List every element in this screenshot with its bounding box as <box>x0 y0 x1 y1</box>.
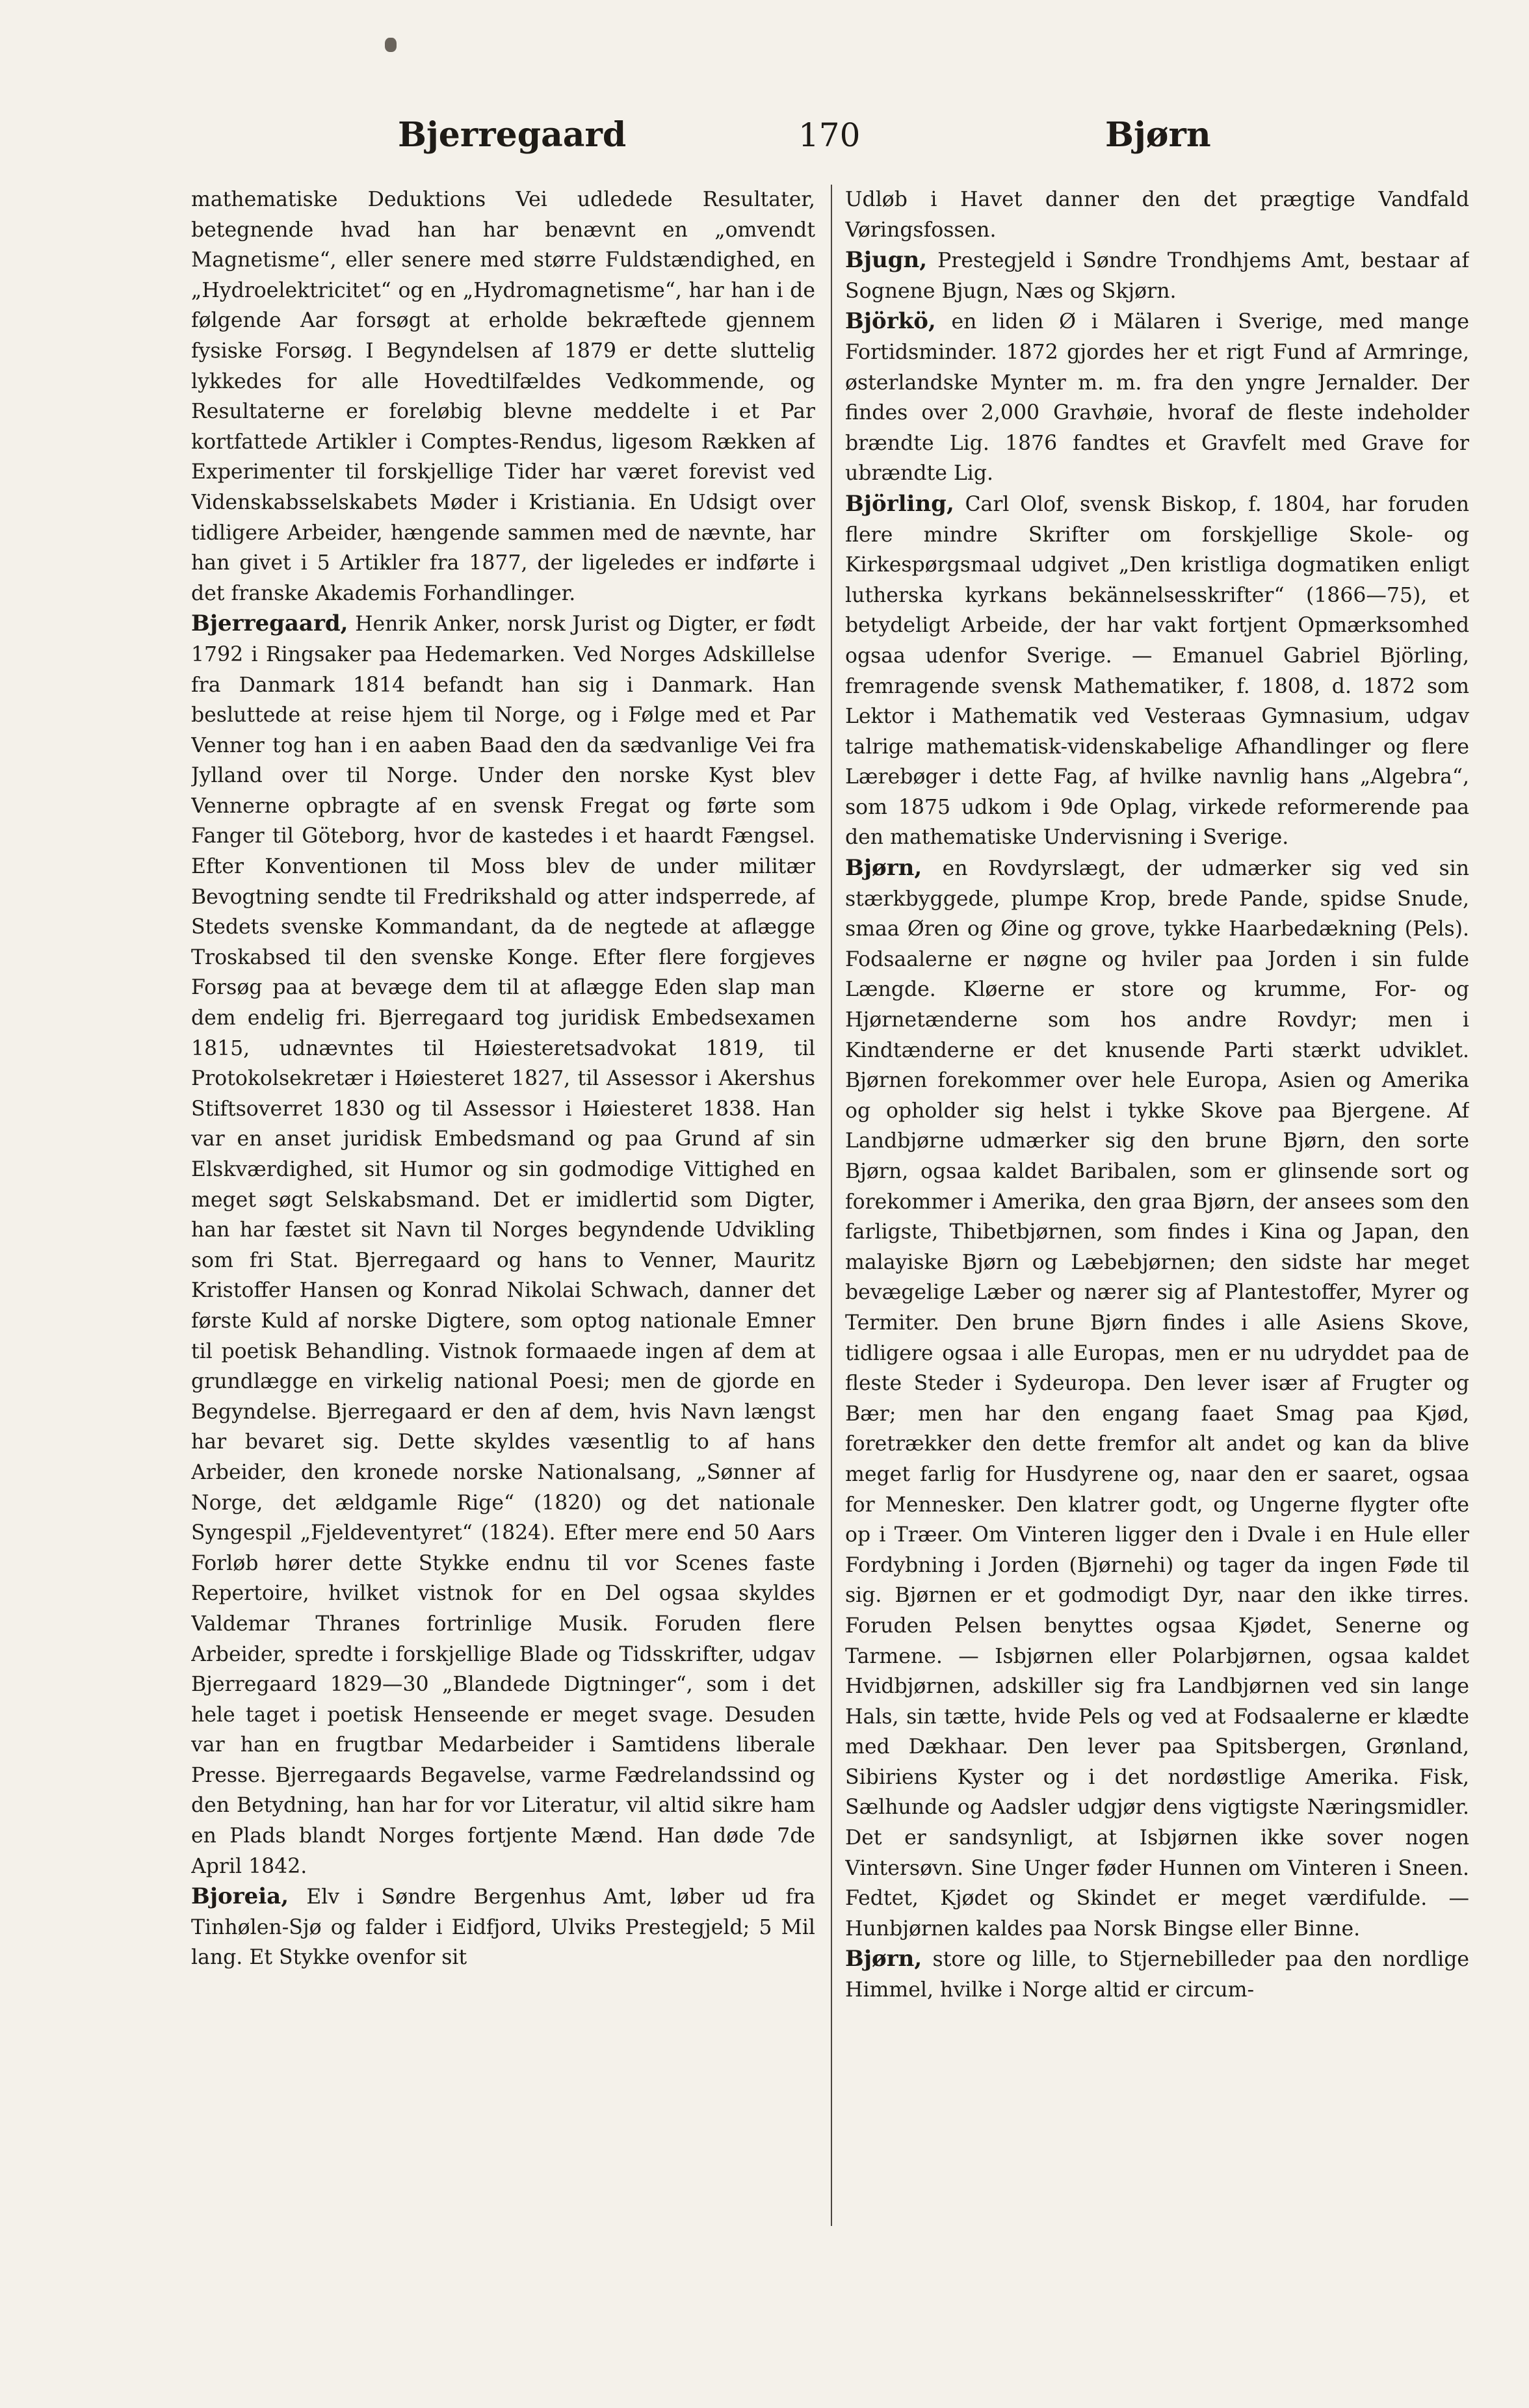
entry-headword: Bjerregaard, <box>191 610 348 637</box>
entry-bjorling <box>845 489 1469 853</box>
column-divider <box>831 185 832 2226</box>
header-right-catchword: Bjørn <box>1105 115 1211 155</box>
entry-text: Prestegjeld i Søndre Trondhjems Amt, bestaar af Sognene Bjugn, Næs og Skjørn. <box>845 249 1469 303</box>
entry-headword: Bjugn, <box>845 247 928 274</box>
entry-bjorko <box>845 306 1469 489</box>
right-column <box>845 185 1469 2226</box>
entry-headword: Björkö, <box>845 308 936 335</box>
entry-text: Carl Olof, svensk Biskop, f. 1804, har foruden flere mindre Skrifter om forskjellige Skole- og Kirkespørgsmaal udgivet „Den kristliga dogmatiken enligt lutherska kyrkans bekännelsesskrifter“ (1866—75), et betydeligt Arbeide, der har vakt fortjent Opmærksomhed ogsaa udenfor Sverige. — Emanuel Gabriel Björling, fremragende svensk Mathematiker, f. 1808, d. 1872 som Lektor i Mathematik ved Vesteraas Gymnasium, udgav talrige mathematisk-videnskabelige Afhandlinger og flere Lærebøger i dette Fag, af hvilke navnlig hans „Algebra“, som 1875 udkom i 9de Oplag, virkede reformerende paa den mathematiske Undervisning i Sverige. <box>845 492 1469 850</box>
entry-continuation <box>845 185 1469 245</box>
entry-text: en Rovdyrslægt, der udmærker sig ved sin stærkbyggede, plumpe Krop, brede Pande, spidse Snude, smaa Øren og Øine og grove, tykke Haarbedækning (Pels). Fodsaalerne er nøgne og hviler paa Jorden i sin fulde Længde. Kløerne er store og krumme, For- og Hjørnetænderne som hos andre Rovdyr; men i Kindtænderne er det knusende Parti stærkt udviklet. Bjørnen forekommer over hele Europa, Asien og Amerika og opholder sig helst i tykke Skove paa Bjergene. Af Landbjørne udmærker sig den brune Bjørn, den sorte Bjørn, ogsaa kaldet Baribalen, som er glinsende sort og forekommer i Amerika, den graa Bjørn, der ansees som den farligste, Thibetbjørnen, som findes i Kina og Japan, den malayiske Bjørn og Læbebjørnen; den sidste har meget bevægelige Læber og nærer sig af Plantestoffer, Myrer og Termiter. Den brune Bjørn findes i alle Asiens Skove, tidligere ogsaa i alle Europas, men er nu udryddet paa de fleste Steder i Sydeuropa. Den lever især af Frugter og Bær; men har den engang faaet Smag paa Kjød, foretrækker den dette fremfor alt andet og kan da blive meget farlig for Husdyrene og, naar den er saaret, ogsaa for Mennesker. Den klatrer godt, og Ungerne flygter ofte op i Træer. Om Vinteren ligger den i Dvale i en Hule eller Fordybning i Jorden (Bjørnehi) og tager da ingen Føde til sig. Bjørnen er et godmodigt Dyr, naar den ikke tirres. Foruden Pelsen benyttes ogsaa Kjødet, Senerne og Tarmene. — Isbjørnen eller Polarbjørnen, ogsaa kaldet Hvidbjørnen, adskiller sig fra Landbjørnen ved sin lange Hals, sin tætte, hvide Pels og ved at Fodsaalerne er klædte med Dækhaar. Den lever paa Spitsbergen, Grønland, Sibiriens Kyster og i det nordøstlige Amerika. Fisk, Sælhunde og Aadsler udgjør dens vigtigste Næringsmidler. Det er sandsynligt, at Isbjørnen ikke sover nogen Vintersøvn. Sine Unger føder Hunnen om Vinteren i Sneen. Fedtet, Kjødet og Skindet er meget værdifulde. — Hunbjørnen kaldes paa Norsk Bingse eller Binne. <box>845 857 1469 1941</box>
entry-text: Henrik Anker, norsk Jurist og Digter, er født 1792 i Ringsaker paa Hedemarken. Ved Norges Adskillelse fra Danmark 1814 befandt han sig i Danmark. Han besluttede at reise hjem til Norge, og i Følge med et Par Venner tog han i en aaben Baad den da sædvanlige Vei fra Jylland over til Norge. Under den norske Kyst blev Vennerne opbragte af en svensk Fregat og førte som Fanger til Göteborg, hvor de kastedes i et haardt Fængsel. Efter Konventionen til Moss blev de under militær Bevogtning sendte til Fredrikshald og atter indsperrede, af Stedets svenske Kommandant, da de negtede at aflægge Troskabsed til den svenske Konge. Efter flere forgjeves Forsøg paa at bevæge dem til at aflægge Eden slap man dem endelig fri. Bjerregaard tog juridisk Embedsexamen 1815, udnævntes til Høiesteretsadvokat 1819, til Protokolsekretær i Høiesteret 1827, til Assessor i Akershus Stiftsoverret 1830 og til Assessor i Høiesteret 1838. Han var en anset juridisk Embedsmand og paa Grund af sin Elskværdighed, sit Humor og sin godmodige Vittighed en meget søgt Selskabsmand. Det er imidlertid som Digter, han har fæstet sit Navn til Norges begyndende Udvikling som fri Stat. Bjerregaard og hans to Venner, Mauritz Kristoffer Hansen og Konrad Nikolai Schwach, danner det første Kuld af norske Digtere, som optog nationale Emner til poetisk Behandling. Vistnok formaaede ingen af dem at grundlægge en virkelig national Poesi; men de gjorde en Begyndelse. Bjerregaard er den af dem, hvis Navn længst har bevaret sig. Dette skyldes væsentlig to af hans Arbeider, den kronede norske Nationalsang, „Sønner af Norge, det ældgamle Rige“ (1820) og det nationale Syngespil „Fjeldeventyret“ (1824). Efter mere end 50 Aars Forløb hører dette Stykke endnu til vor Scenes faste Repertoire, hvilket vistnok for en Del ogsaa skyldes Valdemar Thranes fortrinlige Musik. Foruden flere Arbeider, spredte i forskjellige Blade og Tidsskrifter, udgav Bjerregaard 1829—30 „Blandede Digtninger“, som i det hele taget i poetisk Henseende er meget svage. Desuden var han en frugtbar Medarbeider i Samtidens liberale Presse. Bjerregaards Begavelse, varme Fædrelandssind og den Betydning, han har for vor Literatur, vil altid sikre ham en Plads blandt Norges fortjente Mænd. Han døde 7de April 1842. <box>191 612 815 1878</box>
entry-bjoreia <box>191 1881 815 1973</box>
entry-bjorn-constellation <box>845 1944 1469 2005</box>
header-left-catchword: Bjerregaard <box>398 115 627 155</box>
entry-bjerregaard <box>191 609 815 1881</box>
entry-text: Elv i Søndre Bergenhus Amt, løber ud fra Tinhølen-Sjø og falder i Eidfjord, Ulviks Prestegjeld; 5 Mil lang. Et Stykke ovenfor sit <box>191 1885 815 1970</box>
entry-text: Udløb i Havet danner den det prægtige Vandfald Vøringsfossen. <box>845 188 1469 242</box>
entry-headword: Bjoreia, <box>191 1883 289 1910</box>
entry-text: store og lille, to Stjernebilleder paa den nordlige Himmel, hvilke i Norge altid er circum- <box>845 1948 1469 2002</box>
entry-headword: Bjørn, <box>845 1946 922 1972</box>
entry-text: mathematiske Deduktions Vei udledede Resultater, betegnende hvad han har benævnt en „omvendt Magnetisme“, eller senere med større Fuldstændighed, en „Hydroelektricitet“ og en „Hydromagnetisme“, har han i de følgende Aar forsøgt at erholde bekræftede gjennem fysiske Forsøg. I Begyndelsen af 1879 er dette sluttelig lykkedes for alle Hovedtilfældes Vedkommende, og Resultaterne er foreløbig blevne meddelte i et Par kortfattede Artikler i Comptes-Rendus, ligesom Rækken af Experimenter til forskjellige Tider har været forevist ved Videnskabsselskabets Møder i Kristiania. En Udsigt over tidligere Arbeider, hængende sammen med de nævnte, har han givet i 5 Artikler fra 1877, der ligeledes er indførte i det franske Akademis Forhandlinger. <box>191 188 815 605</box>
entry-continuation <box>191 185 815 609</box>
entry-headword: Bjørn, <box>845 855 922 882</box>
ink-spot <box>385 38 397 52</box>
page-number: 170 <box>798 116 861 154</box>
left-column <box>191 185 815 2226</box>
entry-text: en liden Ø i Mälaren i Sverige, med mange Fortidsminder. 1872 gjordes her et rigt Fund af Armringe, østerlandske Mynter m. m. fra den yngre Jernalder. Der findes over 2,000 Gravhøie, hvoraf de fleste indeholder brændte Lig. 1876 fandtes et Gravfelt med Grave for ubrændte Lig. <box>845 310 1469 486</box>
entry-bjugn <box>845 245 1469 306</box>
entry-headword: Björling, <box>845 490 954 517</box>
entry-bjorn <box>845 853 1469 1944</box>
